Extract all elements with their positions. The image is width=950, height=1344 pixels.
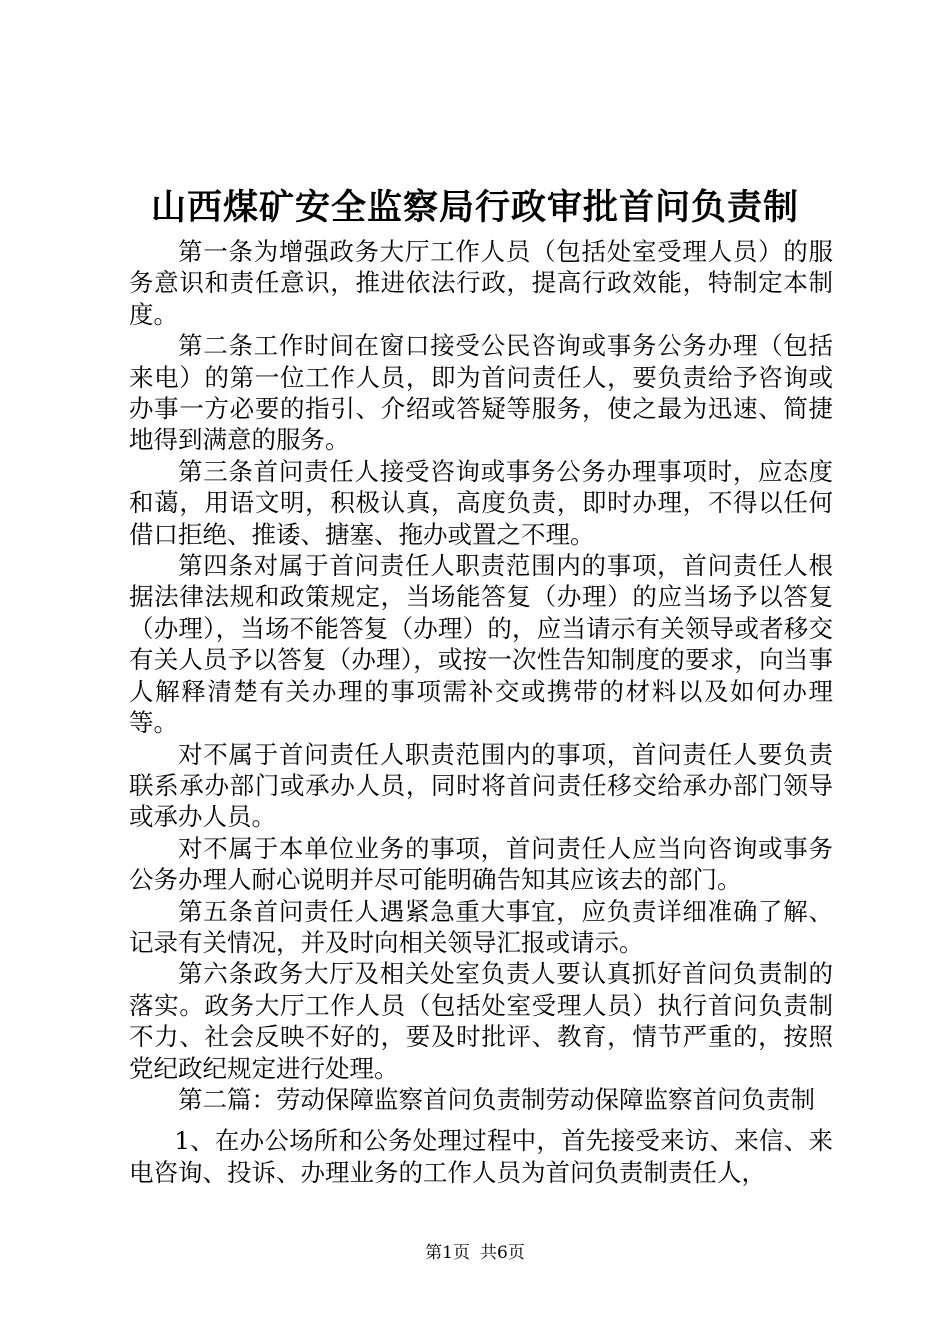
page-footer — [0, 1242, 950, 1264]
document-title: 山西煤矿安全监察局行政审批首问负责制 — [150, 188, 799, 228]
paragraph-article-2: 第二条工作时间在窗口接受公民咨询或事务公务办理（包括来电）的第一位工作人员，即为首问责任人，要负责给予咨询或办事一方必要的指引、介绍或答疑等服务，使之最为迅速、简捷地得到满意的服务。 — [129, 331, 833, 455]
page-total: 共6页 — [480, 1243, 525, 1263]
paragraph-article-3: 第三条首问责任人接受咨询或事务公务办理事项时，应态度和蔼，用语文明，积极认真，高度负责，即时办理，不得以任何借口拒绝、推诿、搪塞、拖办或置之不理。 — [129, 456, 833, 549]
paragraph-article-4-sub-1: 对不属于首问责任人职责范围内的事项，首问责任人要负责联系承办部门或承办人员，同时将首问责任移交给承办部门领导或承办人员。 — [129, 739, 833, 832]
paragraph-article-6: 第六条政务大厅及相关处室负责人要认真抓好首问负责制的落实。政务大厅工作人员（包括处室受理人员）执行首问负责制不力、社会反映不好的，要及时批评、教育，情节严重的，按照党纪政纪规定进行处理。 — [129, 959, 833, 1083]
paragraph-section-2-heading: 第二篇：劳动保障监察首问负责制劳动保障监察首问负责制 — [178, 1084, 815, 1114]
paragraph-article-5: 第五条首问责任人遇紧急重大事宜，应负责详细准确了解、记录有关情况，并及时向相关领导汇报或请示。 — [129, 896, 833, 957]
paragraph-article-4: 第四条对属于首问责任人职责范围内的事项，首问责任人根据法律法规和政策规定，当场能答复（办理）的应当场予以答复（办理），当场不能答复（办理）的，应当请示有关领导或者移交有关人员予以答复（办理），或按一次性告知制度的要求，向当事人解释清楚有关办理的事项需补交或携带的材料以及如何办理等。 — [129, 551, 833, 738]
document-body — [129, 236, 833, 1188]
page-number: 第1页 — [425, 1243, 470, 1263]
paragraph-article-1: 第一条为增强政务大厅工作人员（包括处室受理人员）的服务意识和责任意识，推进依法行政，提高行政效能，特制定本制度。 — [129, 237, 833, 329]
paragraph-article-4-sub-2: 对不属于本单位业务的事项，首问责任人应当向咨询或事务公务办理人耐心说明并尽可能明确告知其应该去的部门。 — [129, 833, 833, 895]
list-item: 1、在办公场所和公务处理过程中，首先接受来访、来信、来电咨询、投诉、办理业务的工作人员为首问负责制责任人， — [129, 1126, 833, 1187]
